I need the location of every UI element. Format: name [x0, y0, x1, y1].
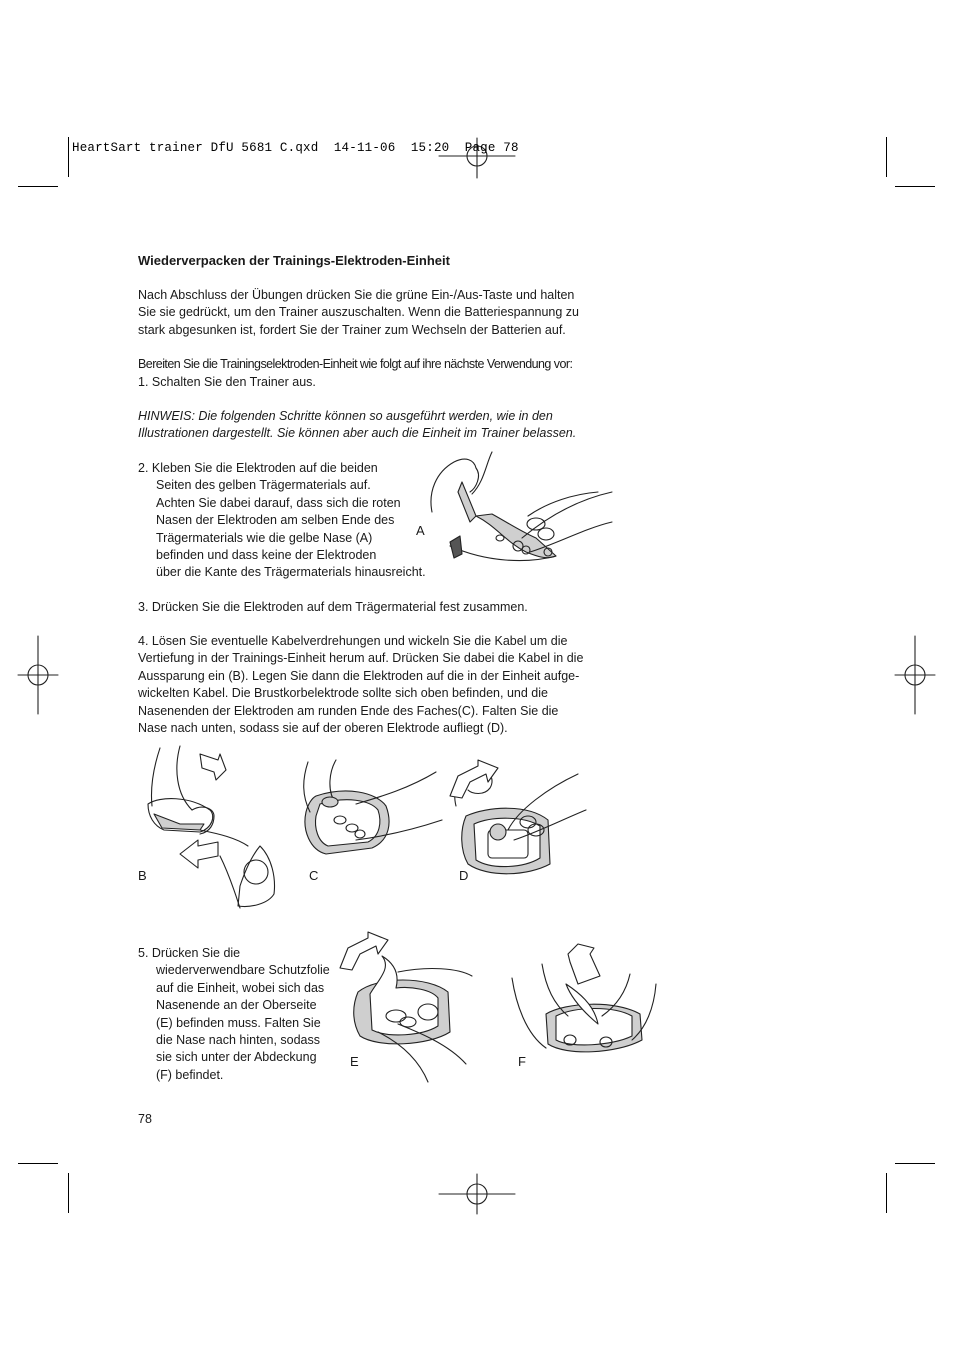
crop-mark [68, 137, 69, 177]
figure-label-d: D [459, 868, 469, 883]
registration-mark-left [18, 636, 58, 714]
crop-mark [68, 1173, 69, 1213]
figure-label-a: A [416, 523, 425, 538]
crop-mark [886, 1173, 887, 1213]
note-paragraph: HINWEIS: Die folgenden Schritte können so ausgeführt werden, wie in den Illustrationen dargestellt. Sie können aber auch die Einheit im Trainer belassen. [138, 409, 577, 441]
step-4: 4. Lösen Sie eventuelle Kabelverdrehungen und wickeln Sie die Kabel um die Vertiefung in der Trainings-Einheit herum auf. Drücken Sie dabei die Kabel in die Aussparung ein (B). Legen Sie dann die Elektroden auf die in der Einheit aufge- wickelten Kabel. Die Brustkorbelektrode sollte sich oben befinden, und die Nasenenden der Elektroden am runden Ende des Faches(C). Falten Sie die Nase nach unten, sodass sie auf der oberen Elektrode aufliegt (D). [138, 634, 584, 736]
figure-label-e: E [350, 1054, 359, 1069]
figure-e-illustration [338, 932, 478, 1084]
prepare-line: Bereiten Sie die Trainingselektroden-Einheit wie folgt auf ihre nächste Verwendung vor: [138, 357, 573, 371]
section-heading: Wiederverpacken der Trainings-Elektroden-Einheit [138, 253, 450, 268]
figure-f-illustration [506, 944, 660, 1068]
crop-mark [895, 186, 935, 187]
figure-label-b: B [138, 868, 147, 883]
crop-mark [18, 1163, 58, 1164]
crop-mark [18, 186, 58, 187]
page-number: 78 [138, 1112, 152, 1126]
registration-mark-right [895, 636, 935, 714]
figure-a-illustration [426, 452, 616, 572]
figure-b-illustration [140, 746, 290, 908]
figure-label-f: F [518, 1054, 526, 1069]
registration-mark-bottom [437, 1174, 517, 1214]
step-5: 5. Drücken Sie die wiederverwendbare Schutzfolie auf die Einheit, wobei sich das Nasenende an der Oberseite (E) befinden muss. Falten Sie die Nase nach hinten, sodass sie sich unter der Abdeckung (F) befindet. [138, 946, 330, 1082]
figure-d-illustration [448, 760, 588, 884]
step-1: 1. Schalten Sie den Trainer aus. [138, 375, 316, 389]
figure-c-illustration [296, 760, 446, 866]
crop-mark [886, 137, 887, 177]
step-3: 3. Drücken Sie die Elektroden auf dem Trägermaterial fest zusammen. [138, 600, 528, 614]
crop-mark [895, 1163, 935, 1164]
intro-paragraph: Nach Abschluss der Übungen drücken Sie die grüne Ein-/Aus-Taste und halten Sie sie gedrückt, um den Trainer auszuschalten. Wenn die Batteriespannung zu stark abgesunken ist, fordert Sie der Trainer zum Wechseln der Batterien auf. [138, 288, 580, 337]
figure-label-c: C [309, 868, 319, 883]
print-slug: HeartSart trainer DfU 5681 C.qxd 14-11-06 15:20 Page 78 [72, 141, 519, 155]
step-2: 2. Kleben Sie die Elektroden auf die beiden Seiten des gelben Trägermaterials auf. Achten Sie dabei darauf, dass sich die roten Nasen der Elektroden am selben Ende des Trägermaterials wie die gelbe Nase (A) befinden und dass keine der Elektroden über die Kante des Trägermaterials hinausreicht. [138, 461, 426, 580]
